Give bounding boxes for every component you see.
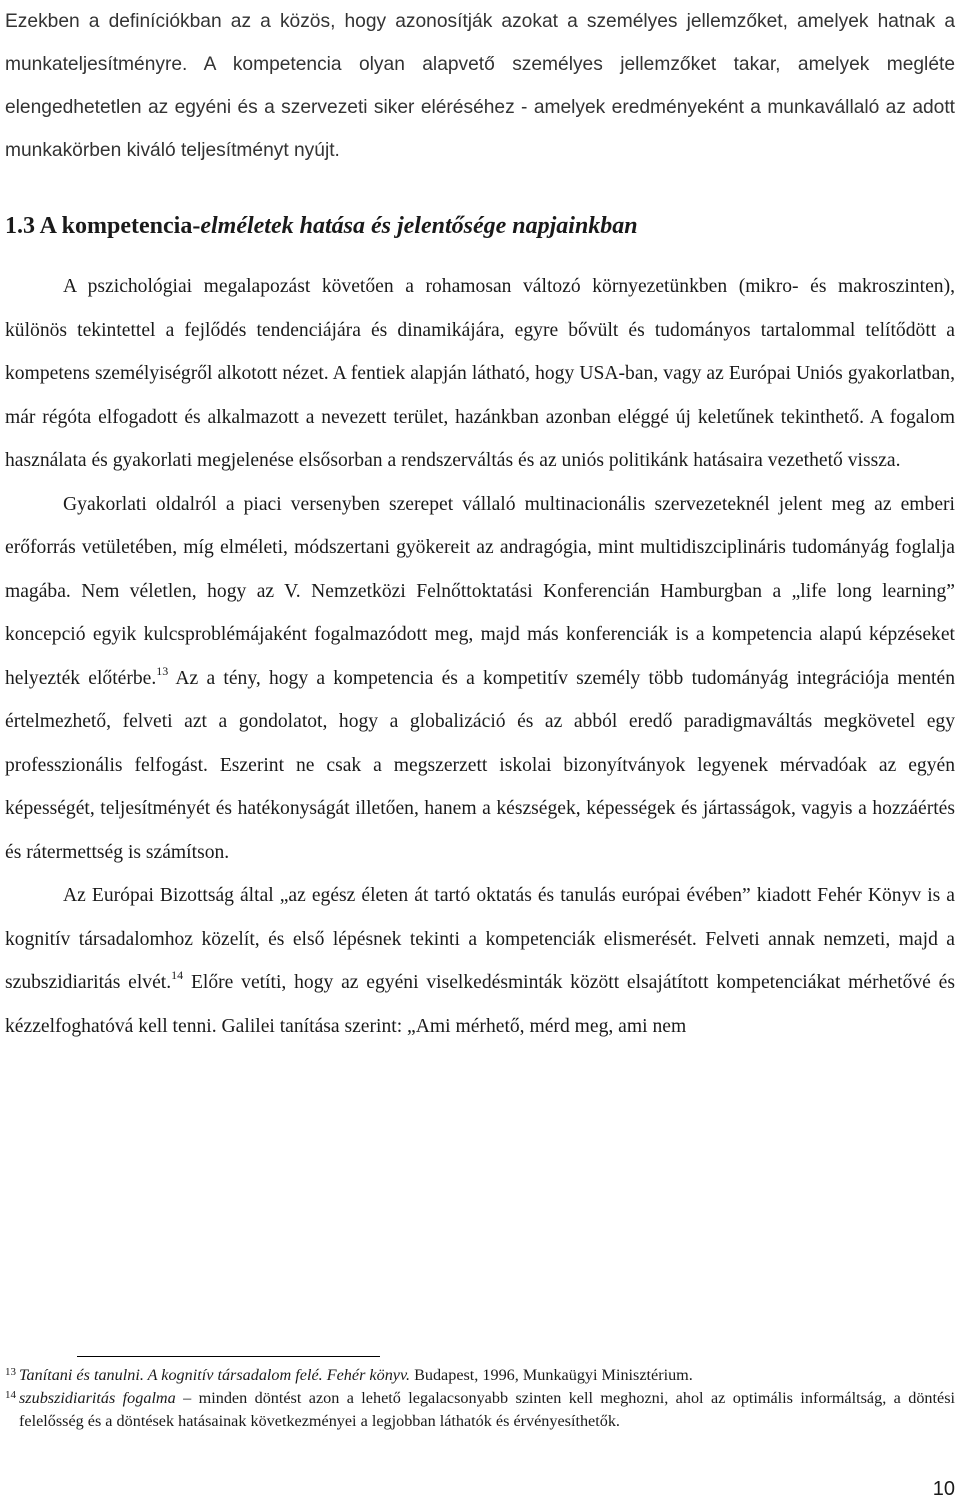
footnote-14-term: szubszidiaritás fogalma [19,1389,176,1407]
footnote-14-text: – minden döntést azon a lehető legalacsonyabb szinten kell meghozni, ahol az optimális informáltság, a döntési felelősség és a döntések hatásainak következményei a legjobban láthatók és érvényesíthetők. [19,1389,955,1430]
footnote-13 [5,1364,955,1387]
paragraph-2-part-a: Gyakorlati oldalról a piaci versenyben szerepet vállaló multinacionális szervezeteknél jelent meg az emberi erőforrás vetületében, míg elméleti, módszertani gyökereit az andragógia, mint multidiszciplináris tudományág foglalja magába. Nem véletlen, hogy az V. Nemzetközi Felnőttoktatási Konferencián Hamburgban a „life long learning” koncepció egyik kulcsproblémájaként fogalmazódott meg, majd más konferenciák is a kompetencia alapú képzéseket helyezték előtérbe. [5,493,955,689]
footnote-14 [5,1387,955,1433]
paragraph-2-part-b: Az a tény, hogy a kompetencia és a kompetitív személy több tudományág integrációja mentén értelmezhető, felveti azt a gondolatot, hogy a globalizáció és az abból eredő paradigmaváltás megkövetel egy professzionális felfogást. Eszerint ne csak a megszerzett iskolai bizonyítványok legyenek mérvadóak az egyén képességét, teljesítményét és hatékonyságát illetően, hanem a készségek, képességek és jártasságok, vagyis a hozzáértés és rátermettség is számítson. [5,667,955,863]
paragraph-2 [5,483,955,875]
intro-paragraph: Ezekben a definíciókban az a közös, hogy azonosítják azokat a személyes jellemzőket, amelyek hatnak a munkateljesítményre. A kompetencia olyan alapvető személyes jellemzőket takar, amelyek megléte elengedhetetlen az egyéni és a szervezeti siker eléréséhez - amelyek eredményeként a munkavállaló az adott munkakörben kiváló teljesítményt nyújt. [5,11,955,161]
section-heading [5,204,955,248]
footnote-separator [77,1356,380,1357]
section-heading-italic: elméletek hatása és jelentősége napjainkban [200,213,638,239]
footnote-ref-13[interactable]: 13 [156,663,169,678]
footnote-13-number: 13 [5,1366,16,1378]
footnotes [5,1364,955,1433]
footnote-14-number: 14 [5,1389,16,1401]
section-heading-prefix: 1.3 A kompetencia- [5,213,201,239]
footnote-13-text: Budapest, 1996, Munkaügyi Minisztérium. [410,1366,693,1384]
paragraph-3-part-a: Az Európai Bizottság által „az egész életen át tartó oktatás és tanulás európai évében” kiadott Fehér Könyv is a kognitív társadalomhoz közelít, és első lépésnek tekinti a kompetenciák elismerését. Felveti annak nemzeti, majd a szubszidiaritás elvét. [5,885,955,993]
paragraph-1: A pszichológiai megalapozást követően a rohamosan változó környezetünkben (mikro- és makroszinten), különös tekintettel a fejlődés tendenciájára és dinamikájára, egyre bővült és tudományos tartalommal telítődött a kompetens személyiségről alkotott nézet. A fentiek alapján látható, hogy USA-ban, vagy az Európai Uniós gyakorlatban, már régóta elfogadott és alkalmazott a nevezett terület, hazánkban azonban eléggé új keletűnek tekinthető. A fogalom használata és gyakorlati megjelenése elsősorban a rendszerváltás és az uniós politikánk hatásaira vezethető vissza. [5,276,955,471]
footnote-13-title: Tanítani és tanulni. A kognitív társadalom felé. Fehér könyv. [19,1366,411,1384]
footnote-ref-14[interactable]: 14 [171,968,184,982]
page-number: 10 [932,1478,955,1500]
paragraph-3-part-b: Előre vetíti, hogy az egyéni viselkedésminták között elsajátított kompetenciákat mérhetővé és kézzelfoghatóvá kell tenni. Galilei tanítása szerint: „Ami mérhető, mérd meg, ami nem [5,972,955,1037]
paragraph-3 [5,874,955,1048]
body-text [5,265,955,1048]
